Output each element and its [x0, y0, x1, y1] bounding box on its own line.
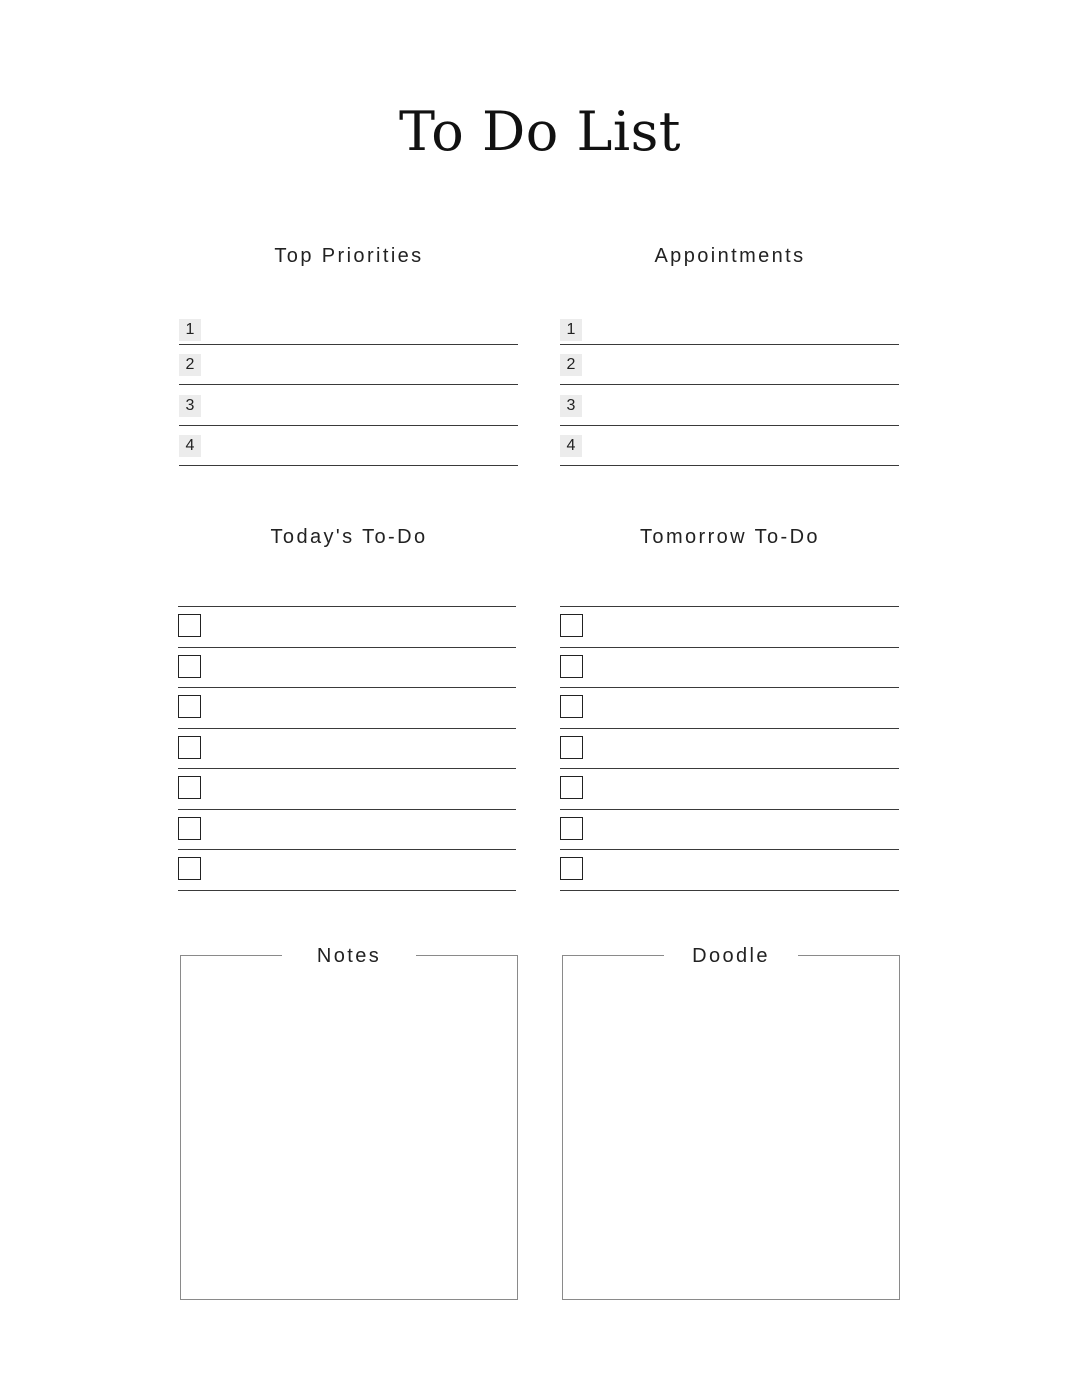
page-title: To Do List	[398, 100, 681, 163]
today-line-1[interactable]	[178, 647, 516, 648]
doodle-box[interactable]	[562, 955, 900, 1300]
priority-number-4: 4	[179, 435, 201, 457]
today-line-5[interactable]	[178, 809, 516, 810]
appointments-heading: Appointments	[654, 245, 806, 267]
today-checkbox-5[interactable]	[178, 776, 201, 799]
today-line-6[interactable]	[178, 849, 516, 850]
today-checkbox-1[interactable]	[178, 614, 201, 637]
priority-number-2: 2	[179, 354, 201, 376]
tomorrow-checkbox-3[interactable]	[560, 695, 583, 718]
today-checkbox-7[interactable]	[178, 857, 201, 880]
appointment-number-2: 2	[560, 354, 582, 376]
tomorrow-line-5[interactable]	[560, 809, 899, 810]
tomorrow-checkbox-6[interactable]	[560, 817, 583, 840]
tomorrow-line-3[interactable]	[560, 728, 899, 729]
tomorrow-line-7[interactable]	[560, 890, 899, 891]
tomorrow-top-rule	[560, 606, 899, 607]
today-line-7[interactable]	[178, 890, 516, 891]
today-checkbox-4[interactable]	[178, 736, 201, 759]
tomorrow-checkbox-4[interactable]	[560, 736, 583, 759]
top-priorities-heading: Top Priorities	[274, 245, 424, 267]
today-checkbox-2[interactable]	[178, 655, 201, 678]
today-line-3[interactable]	[178, 728, 516, 729]
todays-todo-heading: Today's To-Do	[270, 526, 428, 548]
appointment-line-3[interactable]	[560, 425, 899, 426]
appointment-line-2[interactable]	[560, 384, 899, 385]
today-checkbox-3[interactable]	[178, 695, 201, 718]
tomorrow-checkbox-5[interactable]	[560, 776, 583, 799]
priority-number-3: 3	[179, 395, 201, 417]
tomorrow-line-4[interactable]	[560, 768, 899, 769]
today-line-2[interactable]	[178, 687, 516, 688]
priority-line-4[interactable]	[179, 465, 518, 466]
tomorrow-checkbox-1[interactable]	[560, 614, 583, 637]
priority-line-1[interactable]	[179, 344, 518, 345]
appointment-number-1: 1	[560, 319, 582, 341]
notes-heading: Notes	[282, 944, 416, 968]
appointment-line-4[interactable]	[560, 465, 899, 466]
today-checkbox-6[interactable]	[178, 817, 201, 840]
notes-box[interactable]	[180, 955, 518, 1300]
tomorrow-line-2[interactable]	[560, 687, 899, 688]
priority-line-3[interactable]	[179, 425, 518, 426]
appointment-line-1[interactable]	[560, 344, 899, 345]
appointment-number-3: 3	[560, 395, 582, 417]
priority-line-2[interactable]	[179, 384, 518, 385]
tomorrow-line-1[interactable]	[560, 647, 899, 648]
appointment-number-4: 4	[560, 435, 582, 457]
tomorrow-todo-heading: Tomorrow To-Do	[640, 526, 820, 548]
tomorrow-checkbox-2[interactable]	[560, 655, 583, 678]
today-top-rule	[178, 606, 516, 607]
today-line-4[interactable]	[178, 768, 516, 769]
doodle-heading: Doodle	[664, 944, 798, 968]
tomorrow-checkbox-7[interactable]	[560, 857, 583, 880]
priority-number-1: 1	[179, 319, 201, 341]
tomorrow-line-6[interactable]	[560, 849, 899, 850]
